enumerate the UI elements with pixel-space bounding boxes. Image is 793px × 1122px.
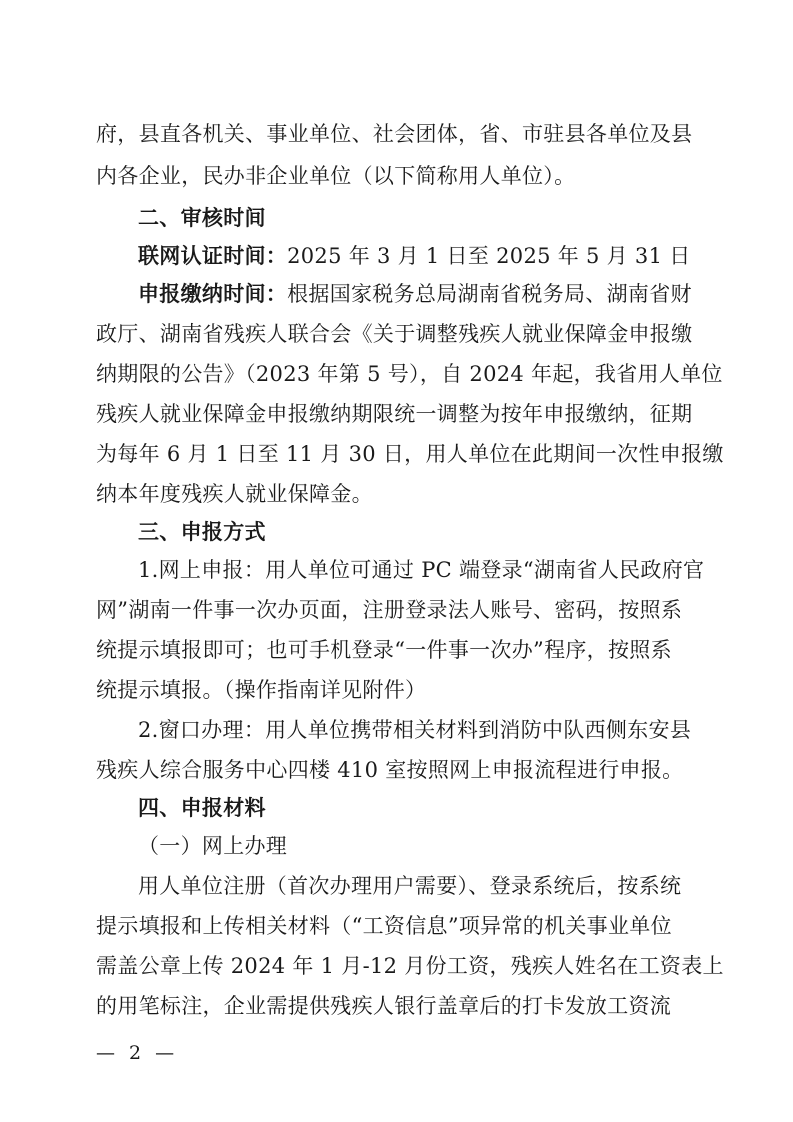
paragraph-line: 提示填报和上传相关材料（“工资信息”项异常的机关事业单位 (96, 914, 672, 938)
label-declare-pay-time: 申报缴纳时间： (138, 282, 288, 306)
paragraph-line: 内各企业，民办非企业单位（以下简称用人单位）。 (96, 164, 576, 188)
paragraph-line: 残疾人就业保障金申报缴纳期限统一调整为按年申报缴纳，征期 (96, 402, 693, 426)
section-heading-declare-materials: 四、申报材料 (138, 796, 266, 820)
network-auth-time-value: 2025 年 3 月 1 日至 2025 年 5 月 31 日 (287, 244, 691, 268)
paragraph-line: 纳本年度残疾人就业保障金。 (96, 482, 373, 506)
page-number: — 2 — (96, 1042, 179, 1064)
paragraph-line: 统提示填报。（操作指南详见附件） (96, 678, 427, 702)
label-network-auth-time: 联网认证时间： (138, 244, 288, 268)
subsection-heading-online: （一）网上办理 (138, 834, 288, 858)
declare-pay-time-text: 根据国家税务总局湖南省税务局、湖南省财 (287, 282, 692, 306)
paragraph-line: 为每年 6 月 1 日至 11 月 30 日，用人单位在此期间一次性申报缴 (96, 442, 724, 466)
section-heading-audit-time: 二、审核时间 (138, 206, 266, 230)
paragraph-line (138, 276, 706, 312)
paragraph-line: 1.网上申报：用人单位可通过 PC 端登录“湖南省人民政府官 (138, 558, 705, 582)
paragraph-line: 政厅、湖南省残疾人联合会《关于调整残疾人就业保障金申报缴 (96, 322, 693, 346)
paragraph-line: 需盖公章上传 2024 年 1 月-12 月份工资，残疾人姓名在工资表上 (96, 954, 724, 978)
section-heading-declare-method: 三、申报方式 (138, 520, 266, 544)
paragraph-line: 2.窗口办理：用人单位携带相关材料到消防中队西侧东安县 (138, 718, 692, 742)
paragraph-line: 统提示填报即可；也可手机登录“一件事一次办”程序，按照系 (96, 638, 672, 662)
paragraph-line: 网”湖南一件事一次办页面，注册登录法人账号、密码，按照系 (96, 598, 683, 622)
paragraph-line (138, 238, 706, 274)
paragraph-line: 的用笔标注，企业需提供残疾人银行盖章后的打卡发放工资流 (96, 994, 672, 1018)
paragraph-line: 残疾人综合服务中心四楼 410 室按照网上申报流程进行申报。 (96, 758, 684, 782)
paragraph-line: 府，县直各机关、事业单位、社会团体，省、市驻县各单位及县 (96, 122, 693, 146)
paragraph-line: 纳期限的公告》（2023 年第 5 号），自 2024 年起，我省用人单位 (96, 362, 723, 386)
paragraph-line: 用人单位注册（首次办理用户需要）、登录系统后，按系统 (138, 874, 682, 898)
